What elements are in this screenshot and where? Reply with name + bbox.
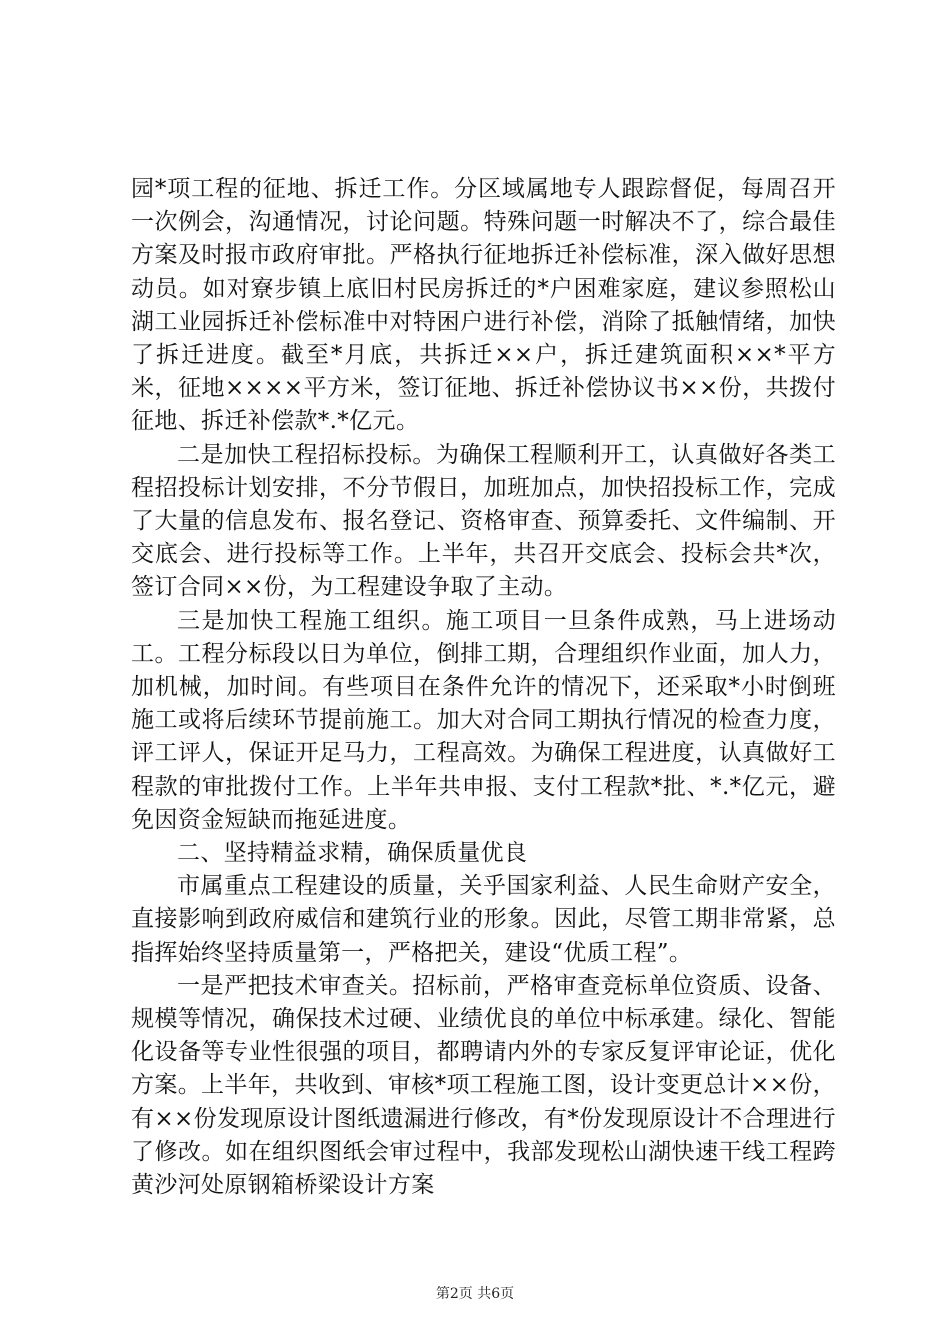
paragraph-bidding: 二是加快工程招标投标。为确保工程顺利开工，认真做好各类工程招投标计划安排，不分节假日，加班加点，加快招投标工作，完成了大量的信息发布、报名登记、资格审查、预算委托、文件编制、开交底会、进行投标等工作。上半年，共召开交底会、投标会共*次，签订合同××份，为工程建设争取了主动。: [131, 441, 836, 601]
document-body: [131, 173, 836, 1202]
section-heading-quality: 二、坚持精益求精，确保质量优良: [177, 840, 528, 867]
paragraph-continuation: 园*项工程的征地、拆迁工作。分区域属地专人跟踪督促，每周召开一次例会，沟通情况，讨论问题。特殊问题一时解决不了，综合最佳方案及时报市政府审批。严格执行征地拆迁补偿标准，深入做好思想动员。如对寮步镇上底旧村民房拆迁的*户困难家庭，建议参照松山湖工业园拆迁补偿标准中对特困户进行补偿，消除了抵触情绪，加快了拆迁进度。截至*月底，共拆迁××户，拆迁建筑面积××*平方米，征地××××平方米，签订征地、拆迁补偿协议书××份，共拨付征地、拆迁补偿款*.*亿元。: [131, 176, 836, 435]
page-footer: 第2页 共6页: [435, 1286, 515, 1302]
paragraph-construction: 三是加快工程施工组织。施工项目一旦条件成熟，马上进场动工。工程分标段以日为单位，倒排工期，合理组织作业面，加人力，加机械，加时间。有些项目在条件允许的情况下，还采取*小时倒班施工或将后续环节提前施工。加大对合同工期执行情况的检查力度，评工评人，保证开足马力，工程高效。为确保工程进度，认真做好工程款的审批拨付工作。上半年共申报、支付工程款*批、*.*亿元，避免因资金短缺而拖延进度。: [131, 607, 836, 833]
paragraph-quality-intro: 市属重点工程建设的质量，关乎国家利益、人民生命财产安全，直接影响到政府威信和建筑行业的形象。因此，尽管工期非常紧，总指挥始终坚持质量第一，严格把关，建设“优质工程”。: [131, 873, 836, 966]
paragraph-technical-review: 一是严把技术审查关。招标前，严格审查竞标单位资质、设备、规模等情况，确保技术过硬、业绩优良的单位中标承建。绿化、智能化设备等专业性很强的项目，都聘请内外的专家反复评审论证，优化方案。上半年，共收到、审核*项工程施工图，设计变更总计××份，有××份发现原设计图纸遗漏进行修改，有*份发现原设计不合理进行了修改。如在组织图纸会审过程中，我部发现松山湖快速干线工程跨黄沙河处原钢箱桥梁设计方案: [131, 972, 836, 1199]
